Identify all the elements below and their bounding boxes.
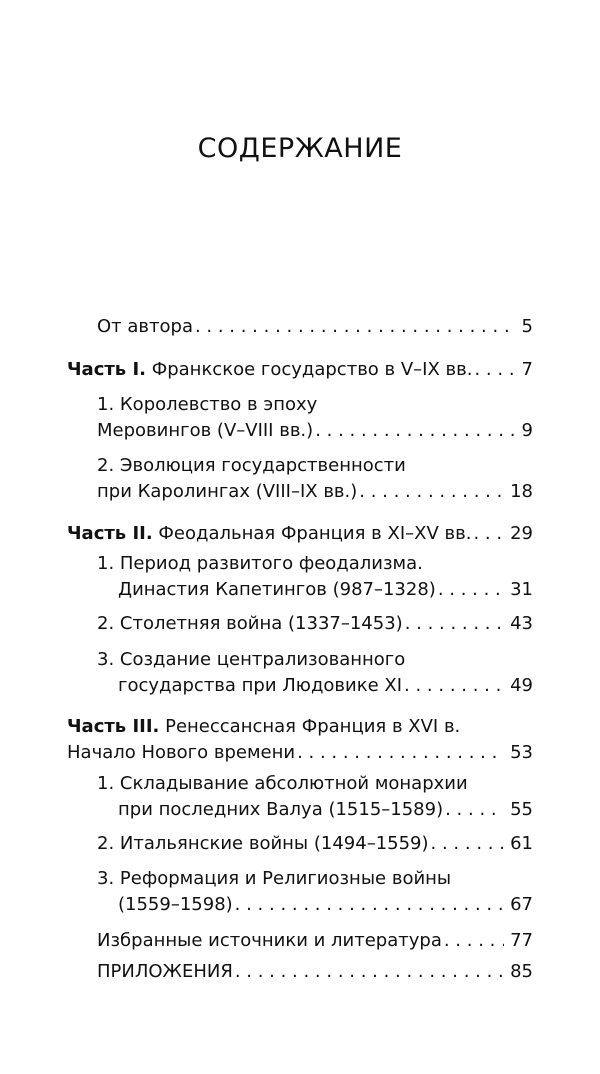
leader-dots (474, 358, 515, 382)
toc-entry-line[interactable]: 2. Эволюция государственности (97, 455, 406, 476)
toc-page-number: 67 (510, 894, 533, 915)
toc-entry-title: Меровингов (V–VIII вв.) (97, 420, 314, 441)
toc-entry-title: ПРИЛОЖЕНИЯ (97, 961, 233, 982)
toc-entry-title: Начало Нового времени (67, 742, 296, 763)
leader-dots (445, 798, 504, 822)
part-label: Часть III. (67, 716, 160, 737)
leader-dots (315, 419, 515, 443)
toc-page-number: 43 (510, 613, 533, 634)
toc-entry-ch3[interactable] (118, 578, 533, 602)
toc-entry-line[interactable]: 1. Период развитого феодализма. (97, 553, 423, 574)
toc-entry-ch8[interactable] (118, 893, 533, 917)
toc-entry-title: при Каролингах (VIII–IX вв.) (97, 481, 358, 502)
toc-entry-title: Династия Капетингов (987–1328) (118, 579, 436, 600)
toc-page-number: 18 (510, 481, 533, 502)
toc-page-number: 7 (521, 359, 533, 380)
toc-page-number: 5 (521, 316, 533, 337)
toc-entry-line[interactable]: 3. Реформация и Религиозные войны (97, 868, 452, 889)
toc-part-2[interactable] (67, 522, 533, 546)
toc-entry-line[interactable]: 3. Создание централизованного (97, 649, 406, 670)
toc-entry-ch7[interactable] (97, 832, 533, 856)
toc-page-number: 29 (510, 523, 533, 544)
toc-entry-title: 2. Итальянские войны (1494–1559) (97, 833, 429, 854)
toc-page-number: 85 (510, 961, 533, 982)
leader-dots (297, 741, 504, 765)
toc-entry-title: при последних Валуа (1515–1589) (118, 799, 444, 820)
leader-dots (404, 674, 504, 698)
toc-page-number: 77 (510, 930, 533, 951)
toc-page-number: 31 (510, 579, 533, 600)
toc-page-number: 55 (510, 799, 533, 820)
leader-dots (405, 612, 504, 636)
leader-dots (195, 315, 516, 339)
leader-dots (235, 893, 504, 917)
toc-page-number: 61 (510, 833, 533, 854)
toc-page-number: 49 (510, 675, 533, 696)
toc-entry-ch6[interactable] (118, 798, 533, 822)
toc-entry-ch4[interactable] (97, 612, 533, 636)
toc-entry-author[interactable] (97, 315, 533, 339)
toc-entry-title: (1559–1598) (118, 894, 233, 915)
toc-entry-ch5[interactable] (118, 674, 533, 698)
leader-dots (444, 929, 504, 953)
toc-entry-title: 2. Столетняя война (1337–1453) (97, 613, 403, 634)
leader-dots (438, 578, 504, 602)
toc-part-3[interactable] (67, 741, 533, 765)
leader-dots (431, 832, 505, 856)
part-title: Ренессансная Франция в XVI в. (165, 716, 461, 737)
part-title: Франкское государство в V–IX вв. (151, 359, 473, 380)
part-label: Часть I. (67, 359, 146, 380)
part-title: Феодальная Франция в XI–XV вв. (158, 523, 472, 544)
leader-dots (473, 522, 504, 546)
leader-dots (359, 480, 504, 504)
toc-entry-line[interactable]: 1. Королевство в эпоху (97, 394, 318, 415)
toc-entry-ch2[interactable] (97, 480, 533, 504)
toc-entry-ch1[interactable] (97, 419, 533, 443)
toc-entry-title: От автора (97, 316, 193, 337)
leader-dots (235, 960, 504, 984)
page-title: СОДЕРЖАНИЕ (197, 133, 403, 164)
part-label: Часть II. (67, 523, 153, 544)
toc-page-number: 53 (510, 742, 533, 763)
toc-part-1[interactable] (67, 358, 533, 382)
toc-page-number: 9 (521, 420, 533, 441)
toc-entry-sources[interactable] (97, 929, 533, 953)
toc-entry-line[interactable]: 1. Складывание абсолютной монархии (97, 773, 468, 794)
toc-entry-appendix[interactable] (97, 960, 533, 984)
toc-part-3-line[interactable] (67, 715, 460, 739)
toc-entry-title: Избранные источники и литература (97, 930, 442, 951)
toc-entry-title: государства при Людовике XI (118, 675, 403, 696)
